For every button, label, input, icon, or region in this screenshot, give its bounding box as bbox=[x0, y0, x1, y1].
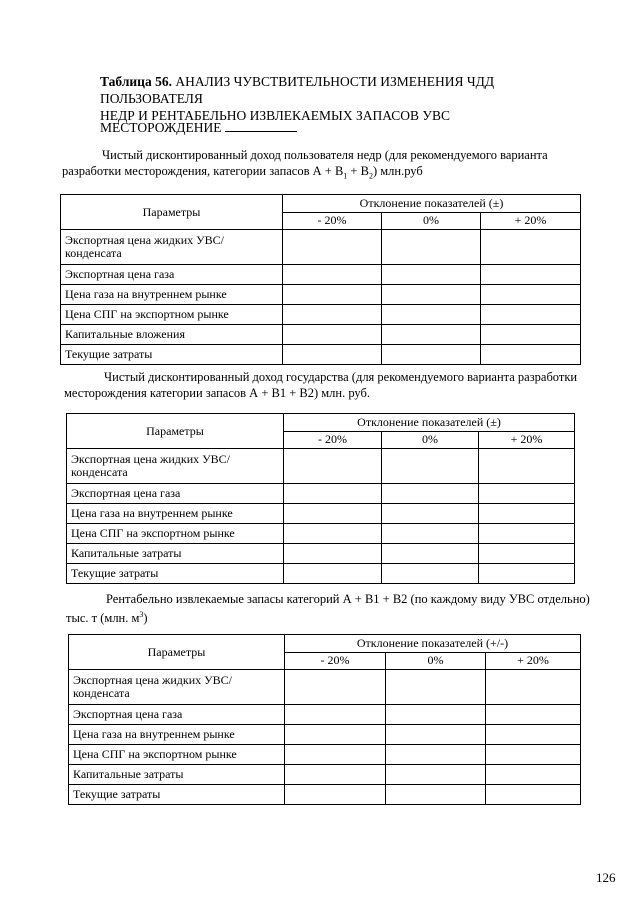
value-cell bbox=[386, 705, 486, 725]
table-row bbox=[69, 725, 581, 745]
value-cell bbox=[283, 230, 382, 265]
header-deviation: Отклонение показателей (±) bbox=[284, 414, 575, 432]
header-parameters: Параметры bbox=[67, 414, 284, 449]
header-deviation: Отклонение показателей (±) bbox=[283, 195, 581, 213]
value-cell bbox=[486, 725, 581, 745]
value-cell bbox=[386, 745, 486, 765]
table-1 bbox=[60, 194, 581, 365]
value-cell bbox=[285, 745, 386, 765]
table-row bbox=[61, 325, 581, 345]
row-parameter-label: Текущие затраты bbox=[69, 785, 285, 805]
deposit-blank-line bbox=[225, 119, 297, 132]
row-parameter-label: Капитальные затраты bbox=[67, 544, 284, 564]
value-cell bbox=[382, 564, 479, 584]
value-cell bbox=[284, 504, 382, 524]
row-parameter-label: Текущие затраты bbox=[61, 345, 283, 365]
value-cell bbox=[486, 705, 581, 725]
value-cell bbox=[479, 524, 575, 544]
value-cell bbox=[284, 484, 382, 504]
table-row bbox=[61, 265, 581, 285]
value-cell bbox=[284, 449, 382, 484]
value-cell bbox=[285, 765, 386, 785]
deviation-column-header: - 20% bbox=[283, 212, 382, 230]
header-parameters: Параметры bbox=[61, 195, 283, 230]
table-row bbox=[61, 305, 581, 325]
page-number: 126 bbox=[596, 870, 616, 885]
value-cell bbox=[284, 564, 382, 584]
deviation-column-header: 0% bbox=[386, 652, 486, 670]
table-title bbox=[100, 73, 600, 124]
value-cell bbox=[285, 725, 386, 745]
row-parameter-label: Цена СПГ на экспортном рынке bbox=[69, 745, 285, 765]
value-cell bbox=[479, 484, 575, 504]
table-number: Таблица 56. bbox=[100, 74, 172, 89]
value-cell bbox=[382, 285, 481, 305]
deviation-column-header: + 20% bbox=[486, 652, 581, 670]
table-row bbox=[69, 745, 581, 765]
row-parameter-label: Экспортная цена газа bbox=[67, 484, 284, 504]
section-1-line-2: разработки месторождения, категории запасов $А + В_1 + В_2$) млн.руб bbox=[62, 164, 423, 181]
table-3 bbox=[68, 634, 581, 805]
section-1-caption bbox=[62, 147, 602, 185]
table-row bbox=[69, 705, 581, 725]
value-cell bbox=[285, 705, 386, 725]
table-row bbox=[69, 765, 581, 785]
header-row bbox=[61, 195, 581, 213]
deposit-field bbox=[100, 119, 297, 136]
value-cell bbox=[479, 564, 575, 584]
value-cell bbox=[285, 670, 386, 705]
deviation-column-header: - 20% bbox=[284, 431, 382, 449]
value-cell bbox=[382, 504, 479, 524]
header-deviation: Отклонение показателей (+/-) bbox=[285, 635, 581, 653]
table-row bbox=[67, 564, 575, 584]
value-cell bbox=[382, 449, 479, 484]
table-row bbox=[67, 544, 575, 564]
row-parameter-label: Цена СПГ на экспортном рынке bbox=[61, 305, 283, 325]
section-2-caption bbox=[64, 369, 604, 401]
value-cell bbox=[486, 670, 581, 705]
deviation-column-header: + 20% bbox=[481, 212, 581, 230]
value-cell bbox=[386, 765, 486, 785]
table-row bbox=[61, 230, 581, 265]
row-parameter-label: Цена СПГ на экспортном рынке bbox=[67, 524, 284, 544]
value-cell bbox=[479, 504, 575, 524]
value-cell bbox=[284, 524, 382, 544]
value-cell bbox=[481, 285, 581, 305]
deviation-column-header: + 20% bbox=[479, 431, 575, 449]
value-cell bbox=[382, 325, 481, 345]
title-line-2: НЕДР И РЕНТАБЕЛЬНО ИЗВЛЕКАЕМЫХ ЗАПАСОВ УВС bbox=[100, 108, 450, 123]
table-row bbox=[69, 670, 581, 705]
value-cell bbox=[386, 785, 486, 805]
value-cell bbox=[284, 544, 382, 564]
section-3-caption bbox=[66, 591, 606, 626]
value-cell bbox=[382, 484, 479, 504]
section-1-line-1: Чистый дисконтированный доход пользователя недр (для рекомендуемого варианта bbox=[102, 148, 548, 162]
header-parameters: Параметры bbox=[69, 635, 285, 670]
header-row bbox=[69, 635, 581, 653]
row-parameter-label: Экспортная цена жидких УВС/конденсата bbox=[67, 449, 284, 484]
table-row bbox=[67, 524, 575, 544]
value-cell bbox=[283, 325, 382, 345]
title-line-1: АНАЛИЗ ЧУВСТВИТЕЛЬНОСТИ ИЗМЕНЕНИЯ ЧДД ПОЛЬЗОВАТЕЛЯ bbox=[100, 74, 495, 106]
value-cell bbox=[285, 785, 386, 805]
row-parameter-label: Капитальные затраты bbox=[69, 765, 285, 785]
table-2 bbox=[66, 413, 575, 584]
header-row bbox=[67, 414, 575, 432]
row-parameter-label: Экспортная цена газа bbox=[61, 265, 283, 285]
row-parameter-label: Экспортная цена жидких УВС/конденсата bbox=[69, 670, 285, 705]
table-row bbox=[67, 504, 575, 524]
row-parameter-label: Текущие затраты bbox=[67, 564, 284, 584]
section-2-line-2: месторождения категории запасов А + В1 + В2) млн. руб. bbox=[64, 386, 371, 400]
row-parameter-label: Цена газа на внутреннем рынке bbox=[67, 504, 284, 524]
deviation-column-header: 0% bbox=[382, 212, 481, 230]
deposit-label: МЕСТОРОЖДЕНИЕ bbox=[100, 120, 222, 135]
row-parameter-label: Цена газа на внутреннем рынке bbox=[69, 725, 285, 745]
value-cell bbox=[283, 305, 382, 325]
value-cell bbox=[481, 265, 581, 285]
value-cell bbox=[382, 345, 481, 365]
section-3-line-1: Рентабельно извлекаемые запасы категорий А + В1 + В2 (по каждому виду УВС отдельно) bbox=[106, 592, 590, 606]
table-row bbox=[61, 345, 581, 365]
table-row bbox=[69, 785, 581, 805]
value-cell bbox=[481, 230, 581, 265]
value-cell bbox=[386, 725, 486, 745]
row-parameter-label: Экспортная цена газа bbox=[69, 705, 285, 725]
value-cell bbox=[481, 325, 581, 345]
deviation-column-header: 0% bbox=[382, 431, 479, 449]
value-cell bbox=[382, 230, 481, 265]
row-parameter-label: Цена газа на внутреннем рынке bbox=[61, 285, 283, 305]
row-parameter-label: Капитальные вложения bbox=[61, 325, 283, 345]
value-cell bbox=[283, 285, 382, 305]
value-cell bbox=[382, 524, 479, 544]
deviation-column-header: - 20% bbox=[285, 652, 386, 670]
value-cell bbox=[486, 745, 581, 765]
value-cell bbox=[481, 305, 581, 325]
row-parameter-label: Экспортная цена жидких УВС/конденсата bbox=[61, 230, 283, 265]
value-cell bbox=[283, 265, 382, 285]
value-cell bbox=[481, 345, 581, 365]
value-cell bbox=[486, 765, 581, 785]
section-2-line-1: Чистый дисконтированный доход государства (для рекомендуемого варианта разработки bbox=[104, 370, 578, 384]
value-cell bbox=[479, 449, 575, 484]
value-cell bbox=[386, 670, 486, 705]
section-3-line-2: тыс. т (млн. $м^3$) bbox=[66, 610, 148, 626]
table-row bbox=[67, 484, 575, 504]
value-cell bbox=[283, 345, 382, 365]
table-row bbox=[61, 285, 581, 305]
table-row bbox=[67, 449, 575, 484]
value-cell bbox=[486, 785, 581, 805]
value-cell bbox=[479, 544, 575, 564]
value-cell bbox=[382, 544, 479, 564]
value-cell bbox=[382, 265, 481, 285]
value-cell bbox=[382, 305, 481, 325]
